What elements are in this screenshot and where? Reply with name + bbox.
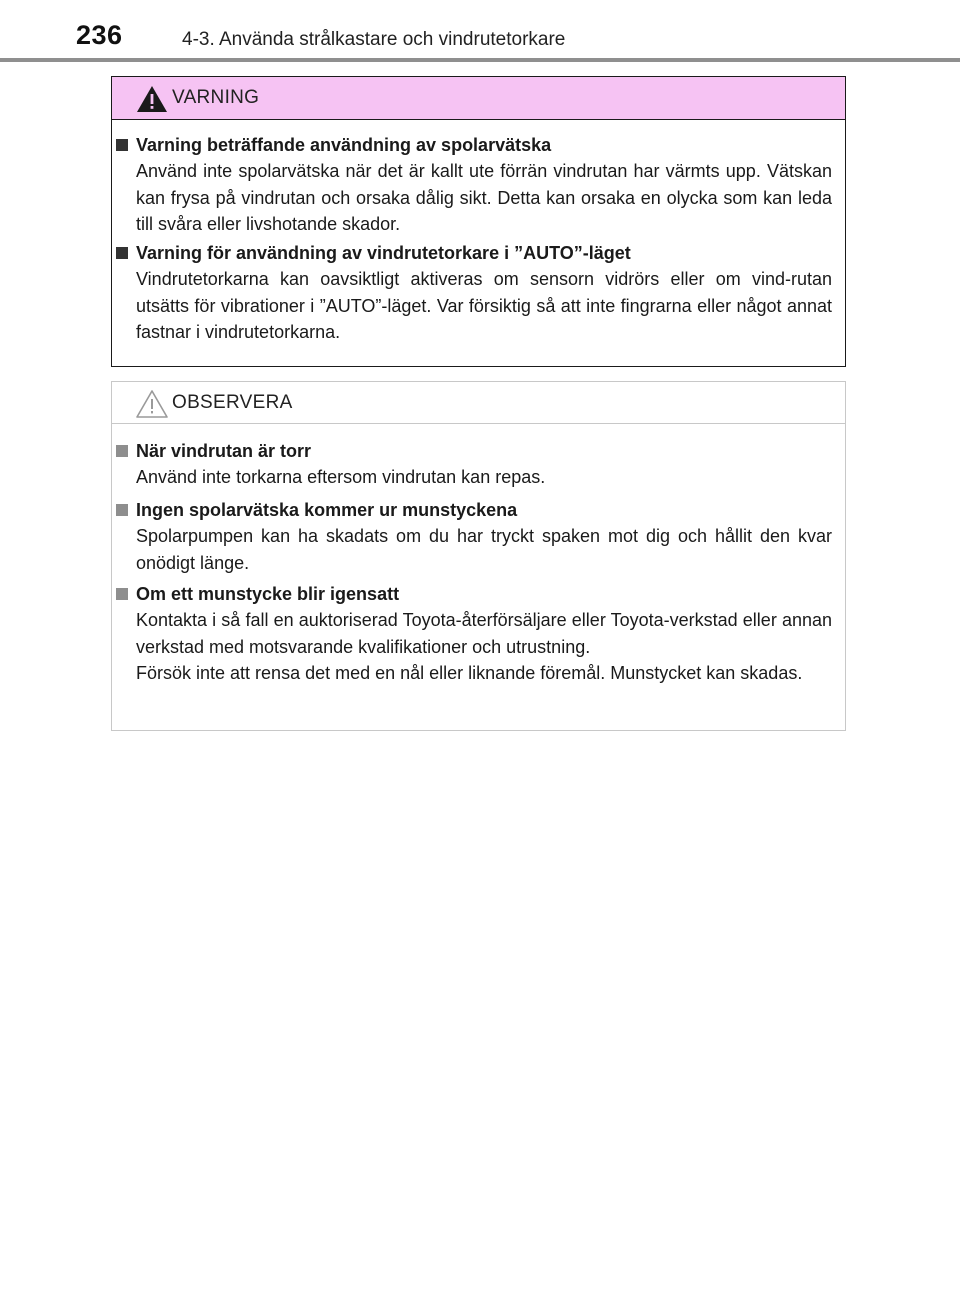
warning-item-title: Varning för användning av vindrutetorkare i ”AUTO”-läget [116, 240, 832, 266]
notice-item [116, 497, 832, 576]
notice-item-title: Om ett munstycke blir igensatt [116, 581, 832, 607]
square-bullet-icon [116, 247, 128, 259]
section-title: 4-3. Använda strålkastare och vindrutetorkare [182, 29, 566, 50]
notice-item-title: När vindrutan är torr [116, 438, 832, 464]
warning-item-body: Använd inte spolarvätska när det är kallt ute förrän vindrutan har värmts upp. Vätskan kan frysa på vindrutan och orsaka dålig sikt. Detta kan orsaka en olycka som kan leda till svåra eller livshotande skador. [136, 161, 832, 234]
notice-label: OBSERVERA [172, 392, 293, 413]
notice-item-body: Spolarpumpen kan ha skadats om du har tryckt spaken mot dig och hållit den kvar onödigt länge. [136, 526, 832, 573]
warning-item-title: Varning beträffande användning av spolarvätska [116, 132, 832, 158]
square-bullet-icon [116, 139, 128, 151]
notice-item-body: Kontakta i så fall en auktoriserad Toyota-återförsäljare eller Toyota-verkstad eller annan verkstad med motsvarande kvalifikationer och utrustning. Försök inte att rensa det med en nål eller liknande föremål. Munstycket kan skadas. [136, 610, 832, 683]
square-bullet-icon [116, 445, 128, 457]
warning-item [116, 132, 832, 238]
warning-item [116, 240, 832, 346]
warning-item-body: Vindrutetorkarna kan oavsiktligt aktiveras om sensorn vidrörs eller om vind-rutan utsätts för vibrationer i ”AUTO”-läget. Var försiktig så att inte fingrarna eller något annat fastnar i vindrutetorkarna. [136, 269, 832, 342]
notice-item-body: Använd inte torkarna eftersom vindrutan kan repas. [136, 467, 546, 487]
header-divider [0, 58, 960, 62]
notice-item-title: Ingen spolarvätska kommer ur munstyckena [116, 497, 832, 523]
notice-item [116, 438, 832, 491]
caution-triangle-icon [134, 388, 170, 420]
warning-header [112, 77, 845, 120]
square-bullet-icon [116, 588, 128, 600]
warning-triangle-icon [134, 83, 170, 115]
page-number: 236 [76, 20, 123, 50]
square-bullet-icon [116, 504, 128, 516]
warning-label: VARNING [172, 87, 260, 108]
page-header [0, 0, 960, 62]
notice-header [112, 382, 845, 424]
notice-item [116, 581, 832, 687]
